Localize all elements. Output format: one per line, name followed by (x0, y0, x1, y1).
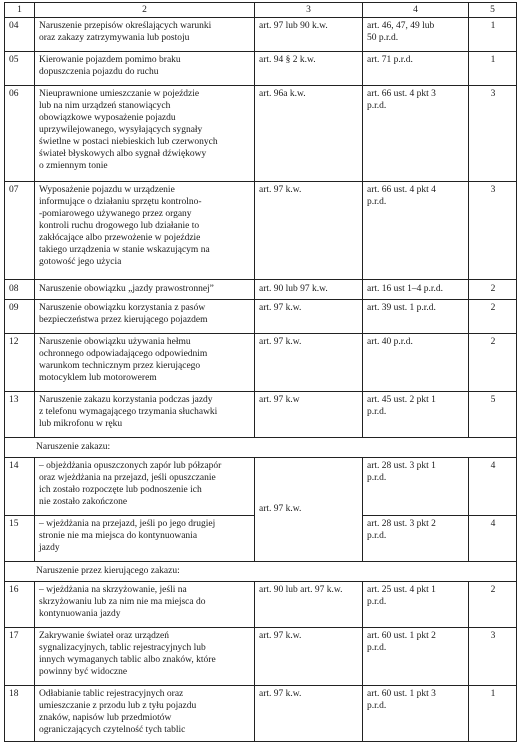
kw-article: art. 97 k.w (255, 392, 363, 438)
penalty-points: 5 (469, 392, 517, 438)
row-number: 18 (5, 686, 35, 742)
penalty-points: 2 (469, 582, 517, 628)
header-cell: 1 (5, 3, 35, 18)
group-heading: Naruszenie zakazu: (5, 438, 517, 458)
table-row (5, 280, 517, 300)
prd-article: art. 60 ust. 1 pkt 3 p.r.d. (363, 686, 469, 742)
kw-article: art. 90 lub 97 k.w. (255, 280, 363, 300)
kw-article: art. 90 lub art. 97 k.w. (255, 582, 363, 628)
prd-article: art. 60 ust. 1 pkt 2 p.r.d. (363, 628, 469, 686)
penalty-points: 2 (469, 280, 517, 300)
penalty-points: 4 (469, 516, 517, 562)
penalty-points: 2 (469, 300, 517, 334)
kw-article: art. 94 § 2 k.w. (255, 52, 363, 86)
offense-description: Nieuprawnione umieszczanie w pojeździe lub na nim urządzeń stanowiących obowiązkowe wyposażenie pojazdu uprzywilejowanego, wysyłających sygnały świetlne w postaci niebieskich lub czerwonych świateł błyskowych albo sygnał dźwiękowy o zmiennym tonie (35, 86, 255, 182)
offense-description: – objeżdżania opuszczonych zapór lub półzapór oraz wjeżdżania na przejazd, jeśli opuszczanie ich zostało rozpoczęte lub podnoszenie ich nie zostało zakończone (35, 458, 255, 516)
penalty-points: 1 (469, 18, 517, 52)
offense-description: Naruszenie obowiązku używania hełmu ochronnego odpowiadającego odpowiednim warunkom technicznym przez kierującego motocyklem lub motorowerem (35, 334, 255, 392)
prd-article: art. 45 ust. 2 pkt 1 p.r.d. (363, 392, 469, 438)
kw-article: art. 97 k.w. (255, 300, 363, 334)
kw-article: art. 97 lub 90 k.w. (255, 18, 363, 52)
prd-article: art. 25 ust. 4 pkt 1 p.r.d. (363, 582, 469, 628)
penalty-points: 1 (469, 686, 517, 742)
penalty-points: 3 (469, 628, 517, 686)
offense-description: Odłabianie tablic rejestracyjnych oraz umieszczanie z przodu lub z tyłu pojazdu znaków, napisów lub przedmiotów ograniczających czytelność tych tablic (35, 686, 255, 742)
offense-description: – wjeżdżania na skrzyżowanie, jeśli na skrzyżowaniu lub za nim nie ma miejsca do kontynuowania jazdy (35, 582, 255, 628)
header-cell: 3 (255, 3, 363, 18)
prd-article: art. 16 ust 1–4 p.r.d. (363, 280, 469, 300)
table-row (5, 392, 517, 438)
prd-article: art. 66 ust. 4 pkt 4 p.r.d. (363, 182, 469, 280)
kw-article: art. 97 k.w. (255, 334, 363, 392)
kw-article: art. 97 k.w. (255, 686, 363, 742)
row-number: 04 (5, 18, 35, 52)
group-heading-row (5, 562, 517, 582)
offense-description: Zakrywanie świateł oraz urządzeń sygnalizacyjnych, tablic rejestracyjnych lub innych wymaganych tablic albo znaków, które powinny być widoczne (35, 628, 255, 686)
prd-article: art. 39 ust. 1 p.r.d. (363, 300, 469, 334)
table-row (5, 18, 517, 52)
row-number: 12 (5, 334, 35, 392)
offense-description: Naruszenie przepisów określających warunki oraz zakazy zatrzymywania lub postoju (35, 18, 255, 52)
prd-article: art. 28 ust. 3 pkt 2 p.r.d. (363, 516, 469, 562)
offense-description: Naruszenie zakazu korzystania podczas jazdy z telefonu wymagającego trzymania słuchawki lub mikrofonu w ręku (35, 392, 255, 438)
kw-article: art. 97 k.w. (255, 458, 363, 562)
penalty-points: 1 (469, 52, 517, 86)
table-row (5, 628, 517, 686)
header-row (5, 3, 517, 18)
table-row (5, 300, 517, 334)
prd-article: art. 28 ust. 3 pkt 1 p.r.d. (363, 458, 469, 516)
group-heading: Naruszenie przez kierującego zakazu: (5, 562, 517, 582)
kw-article: art. 96a k.w. (255, 86, 363, 182)
header-cell: 4 (363, 3, 469, 18)
row-number: 17 (5, 628, 35, 686)
row-number: 07 (5, 182, 35, 280)
prd-article: art. 40 p.r.d. (363, 334, 469, 392)
table-row (5, 52, 517, 86)
row-number: 16 (5, 582, 35, 628)
penalty-points: 2 (469, 334, 517, 392)
penalty-points: 3 (469, 182, 517, 280)
table-row (5, 182, 517, 280)
table-row (5, 686, 517, 742)
row-number: 05 (5, 52, 35, 86)
row-number: 08 (5, 280, 35, 300)
row-number: 14 (5, 458, 35, 516)
table-row (5, 458, 517, 516)
row-number: 15 (5, 516, 35, 562)
prd-article: art. 46, 47, 49 lub 50 p.r.d. (363, 18, 469, 52)
offense-description: – wjeżdżania na przejazd, jeśli po jego drugiej stronie nie ma miejsca do kontynuowania jazdy (35, 516, 255, 562)
row-number: 06 (5, 86, 35, 182)
group-heading-row (5, 438, 517, 458)
offense-description: Naruszenie obowiązku korzystania z pasów bezpieczeństwa przez kierującego pojazdem (35, 300, 255, 334)
table-row (5, 86, 517, 182)
table-row (5, 582, 517, 628)
kw-article: art. 97 k.w. (255, 628, 363, 686)
offense-description: Kierowanie pojazdem pomimo braku dopuszczenia pojazdu do ruchu (35, 52, 255, 86)
kw-article: art. 97 k.w. (255, 182, 363, 280)
header-cell: 2 (35, 3, 255, 18)
header-cell: 5 (469, 3, 517, 18)
prd-article: art. 66 ust. 4 pkt 3 p.r.d. (363, 86, 469, 182)
penalty-points: 3 (469, 86, 517, 182)
penalty-points: 4 (469, 458, 517, 516)
offense-description: Naruszenie obowiązku „jazdy prawostronnej” (35, 280, 255, 300)
penalty-points-table (4, 2, 517, 742)
row-number: 09 (5, 300, 35, 334)
table-row (5, 334, 517, 392)
row-number: 13 (5, 392, 35, 438)
prd-article: art. 71 p.r.d. (363, 52, 469, 86)
offense-description: Wyposażenie pojazdu w urządzenie informujące o działaniu sprzętu kontrolno- -pomiarowego używanego przez organy kontroli ruchu drogowego lub działanie to zakłócające albo przewożenie w pojeździe takiego urządzenia w stanie wskazującym na gotowość jego użycia (35, 182, 255, 280)
